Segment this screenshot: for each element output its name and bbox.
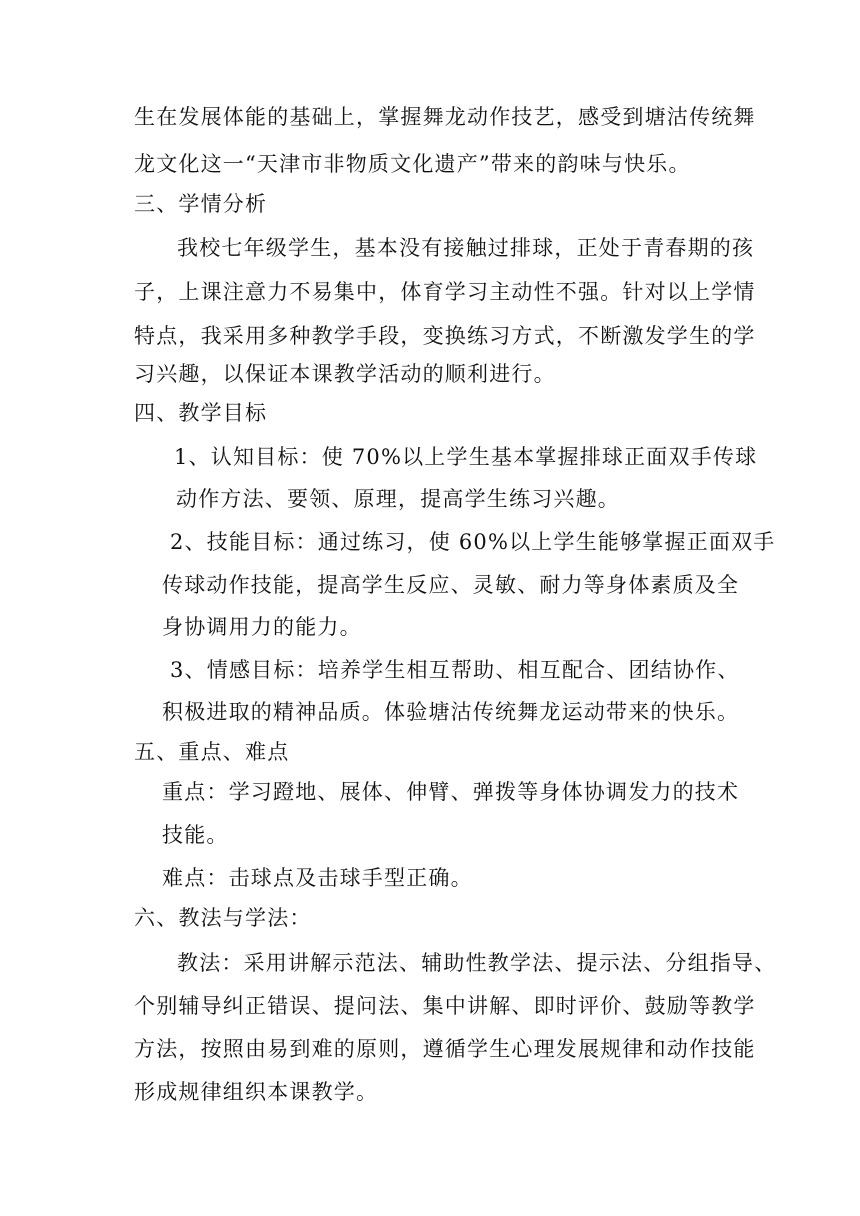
intro-line-1: 生在发展体能的基础上，掌握舞龙动作技艺，感受到塘沽传统舞 bbox=[134, 105, 756, 129]
key-point-line-2: 技能。 bbox=[162, 823, 229, 847]
section-heading-key-points: 五、重点、难点 bbox=[134, 740, 290, 764]
goal-skill-line-1: 2、技能目标：通过练习，使 60%以上学生能够掌握正面双手 bbox=[170, 530, 776, 554]
section-heading-methods: 六、教法与学法： bbox=[134, 906, 312, 930]
learning-analysis-line-2: 子，上课注意力不易集中，体育学习主动性不强。针对以上学情 bbox=[134, 280, 756, 304]
methods-line-2: 个别辅导纠正错误、提问法、集中讲解、即时评价、鼓励等教学 bbox=[134, 994, 756, 1018]
goal-skill-line-2: 传球动作技能，提高学生反应、灵敏、耐力等身体素质及全 bbox=[162, 573, 740, 597]
methods-line-1: 教法：采用讲解示范法、辅助性教学法、提示法、分组指导、 bbox=[177, 951, 777, 975]
goal-cognitive-line-2: 动作方法、要领、原理，提高学生练习兴趣。 bbox=[176, 487, 620, 511]
section-heading-teaching-goals: 四、教学目标 bbox=[134, 401, 268, 425]
difficulty-line: 难点：击球点及击球手型正确。 bbox=[162, 866, 473, 890]
learning-analysis-line-3: 特点，我采用多种教学手段，变换练习方式，不断激发学生的学 bbox=[134, 324, 756, 348]
methods-line-3: 方法，按照由易到难的原则，遵循学生心理发展规律和动作技能 bbox=[134, 1037, 756, 1061]
goal-cognitive-line-1: 1、认知目标：使 70%以上学生基本掌握排球正面双手传球 bbox=[174, 445, 758, 469]
methods-line-4: 形成规律组织本课教学。 bbox=[134, 1080, 379, 1104]
section-heading-learning-analysis: 三、学情分析 bbox=[134, 192, 268, 216]
learning-analysis-line-1: 我校七年级学生，基本没有接触过排球，正处于青春期的孩 bbox=[177, 236, 755, 260]
goal-emotion-line-1: 3、情感目标：培养学生相互帮助、相互配合、团结协作、 bbox=[170, 658, 740, 682]
intro-line-2: 龙文化这一“天津市非物质文化遗产”带来的韵味与快乐。 bbox=[134, 152, 691, 176]
goal-skill-line-3: 身协调用力的能力。 bbox=[162, 615, 362, 639]
goal-emotion-line-2: 积极进取的精神品质。体验塘沽传统舞龙运动带来的快乐。 bbox=[162, 700, 740, 724]
key-point-line-1: 重点：学习蹬地、展体、伸臂、弹拨等身体协调发力的技术 bbox=[162, 780, 740, 804]
learning-analysis-line-4: 习兴趣，以保证本课教学活动的顺利进行。 bbox=[134, 362, 556, 386]
